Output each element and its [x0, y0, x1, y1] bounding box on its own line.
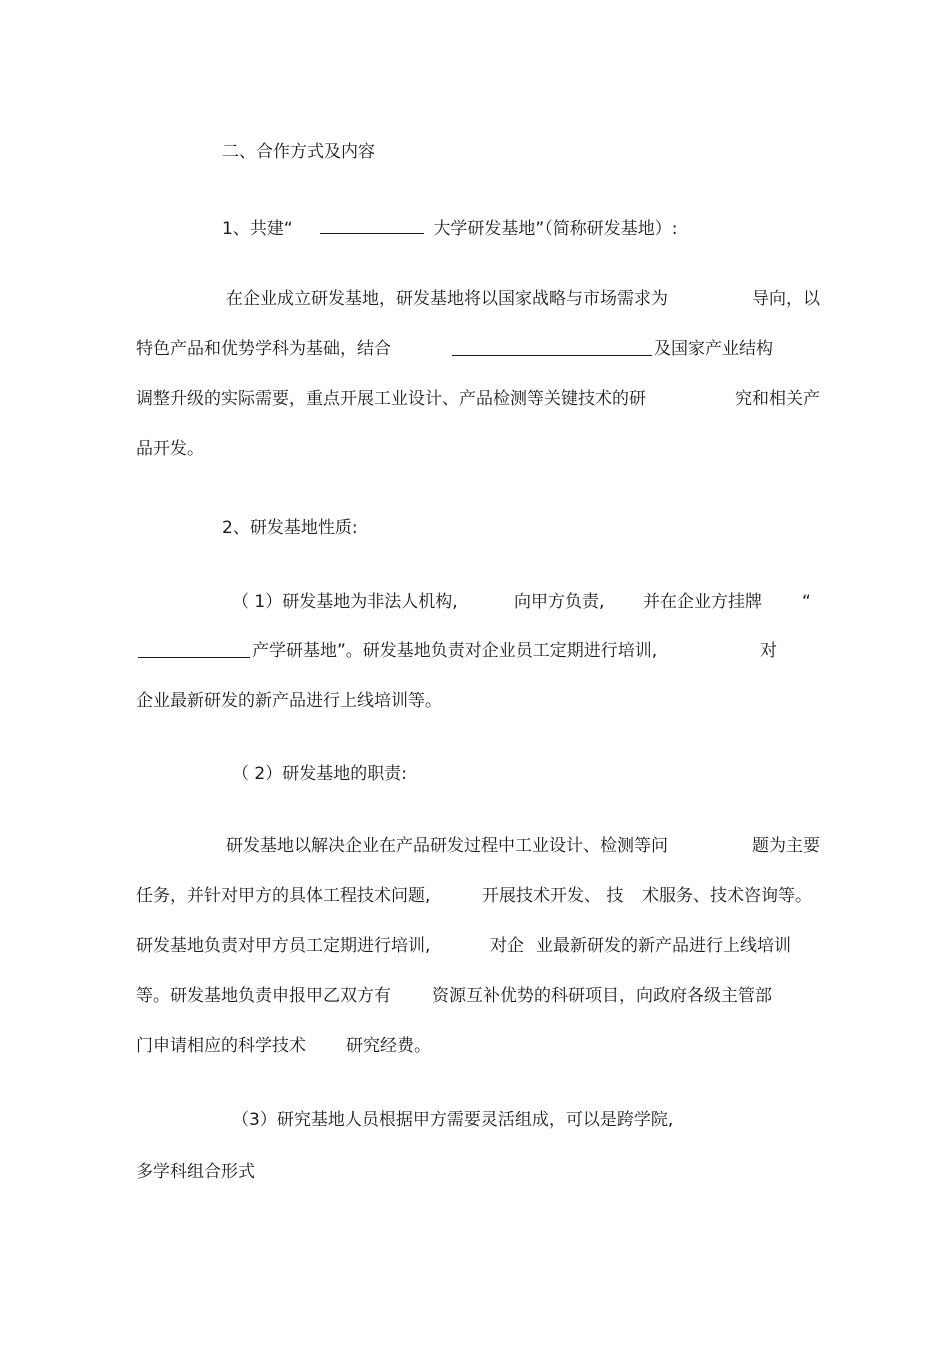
- p2-line-1a: （ 1）研发基地为非法人机构,: [232, 592, 458, 612]
- p1-line-3b: 究和相关产: [735, 389, 820, 409]
- p3-line-4a: 等。研发基地负责申报甲乙双方有: [136, 986, 391, 1006]
- university-name-blank: [320, 215, 424, 234]
- section-heading: 二、合作方式及内容: [222, 142, 375, 162]
- item-2-2-heading: （ 2）研发基地的职责:: [232, 764, 407, 784]
- item-1-prefix: 1、共建“: [222, 219, 293, 239]
- item-1-line: [222, 215, 677, 241]
- p4-line-1: （3）研究基地人员根据甲方需要灵活组成，可以是跨学院,: [232, 1110, 674, 1130]
- p3-line-4b: 资源互补优势的科研项目，向政府各级主管部: [432, 986, 772, 1006]
- base-name-blank: [138, 639, 250, 658]
- p2-line-1d: “: [802, 592, 811, 612]
- p1-line-1: 在企业成立研发基地，研发基地将以国家战略与市场需求为: [226, 289, 668, 309]
- p2-line-2b: 对: [760, 641, 777, 661]
- p4-line-2: 多学科组合形式: [136, 1162, 255, 1182]
- p2-line-1c: 并在企业方挂牌: [643, 592, 762, 612]
- p1-line-3a: 调整升级的实际需要，重点开展工业设计、产品检测等关键技术的研: [136, 389, 646, 409]
- p1-line-2a: 特色产品和优势学科为基础，结合: [136, 339, 391, 359]
- p2-line-3: 企业最新研发的新产品进行上线培训等。: [136, 691, 442, 711]
- industry-blank: [452, 337, 652, 356]
- p3-line-5a: 门申请相应的科学技术: [136, 1036, 306, 1056]
- p3-line-2b: 开展技术开发、 技: [482, 886, 624, 906]
- item-1-suffix: 大学研发基地”（简称研发基地）:: [433, 219, 678, 239]
- p2-line-2a: 产学研基地”。研发基地负责对企业员工定期进行培训,: [252, 641, 658, 661]
- p3-line-3c: 业最新研发的新产品进行上线培训: [536, 936, 791, 956]
- p3-line-3b: 对企: [490, 936, 524, 956]
- p3-line-5b: 研究经费。: [346, 1036, 431, 1056]
- p3-line-1a: 研发基地以解决企业在产品研发过程中工业设计、检测等问: [226, 836, 668, 856]
- p1-line-4: 品开发。: [136, 439, 204, 459]
- p3-line-2c: 术服务、技术咨询等。: [642, 886, 812, 906]
- p3-line-1b: 题为主要: [752, 836, 820, 856]
- p2-line-1b: 向甲方负责,: [514, 592, 605, 612]
- p3-line-3a: 研发基地负责对甲方员工定期进行培训,: [136, 936, 431, 956]
- p1-line-1b: 导向，以: [752, 289, 820, 309]
- p1-line-2b: 及国家产业结构: [654, 339, 773, 359]
- p3-line-2a: 任务，并针对甲方的具体工程技术问题,: [136, 886, 431, 906]
- item-2-heading: 2、研发基地性质:: [222, 518, 358, 538]
